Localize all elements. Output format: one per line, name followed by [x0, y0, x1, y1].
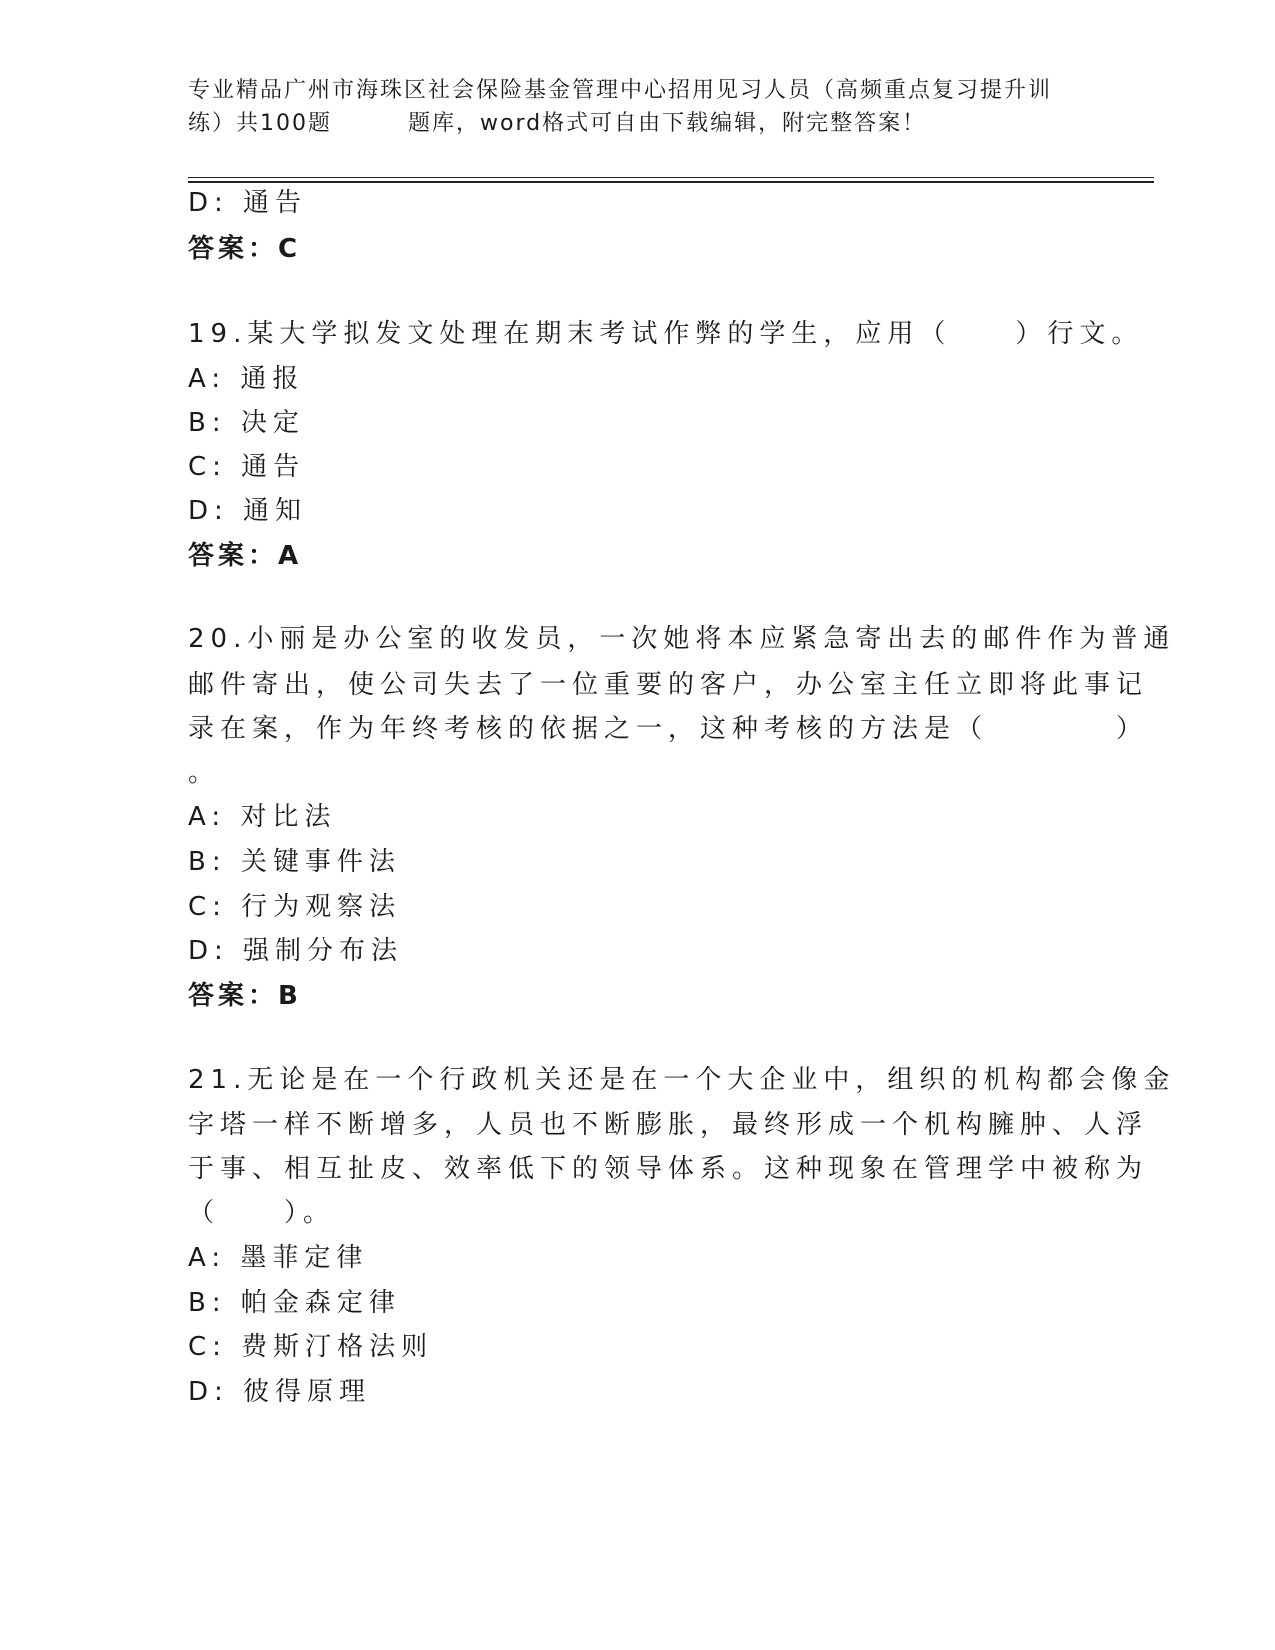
q19-answer: 答案：A: [188, 541, 303, 571]
q20-option-c: C: 行为观察法: [188, 892, 402, 922]
header-line-2-part-1: 练）共100题: [188, 111, 332, 136]
q20-answer: 答案：B: [188, 981, 302, 1011]
q20-text-line-2: 邮件寄出，使公司失去了一位重要的客户，办公室主任立即将此事记: [188, 670, 1149, 700]
header-line-2-part-2: 题库，word格式可自由下载编辑，附完整答案！: [408, 111, 927, 136]
q20-text-line-3: 录在案，作为年终考核的依据之一，这种考核的方法是（ ）: [188, 714, 1149, 744]
q21-text-line-3: 于事、相互扯皮、效率低下的领导体系。这种现象在管理学中被称为: [188, 1154, 1149, 1184]
q21-option-c: C: 费斯汀格法则: [188, 1332, 434, 1362]
header-line-1: 专业精品广州市海珠区社会保险基金管理中心招用见习人员（高频重点复习提升训: [188, 78, 1053, 103]
q19-option-b: B: 决定: [188, 408, 305, 438]
q19-option-c: C: 通告: [188, 452, 306, 482]
q20-option-a: A: 对比法: [188, 802, 337, 832]
prev-option-d: D: 通告: [188, 188, 308, 218]
q21-text-line-2: 字塔一样不断增多，人员也不断膨胀，最终形成一个机构臃肿、人浮: [188, 1110, 1149, 1140]
q21-option-b: B: 帕金森定律: [188, 1288, 401, 1318]
q20-option-d: D: 强制分布法: [188, 936, 404, 966]
header-line-2: [188, 107, 1088, 140]
q20-text-line-4: 。: [188, 758, 221, 788]
prev-answer: 答案：C: [188, 234, 302, 264]
page-header: [188, 74, 1088, 140]
q20-text-line-1: 20.小丽是办公室的收发员，一次她将本应紧急寄出去的邮件作为普通: [188, 624, 1176, 654]
q19-option-d: D: 通知: [188, 496, 308, 526]
q21-text-line-1: 21.无论是在一个行政机关还是在一个大企业中，组织的机构都会像金: [188, 1065, 1176, 1095]
header-divider-thin: [188, 177, 1154, 178]
header-divider-thick: [188, 181, 1154, 183]
q21-option-d: D: 彼得原理: [188, 1377, 372, 1407]
q19-text: 19.某大学拟发文处理在期末考试作弊的学生，应用（ ）行文。: [188, 319, 1144, 349]
q20-option-b: B: 关键事件法: [188, 847, 401, 877]
q19-option-a: A: 通报: [188, 364, 305, 394]
q21-option-a: A: 墨菲定律: [188, 1243, 369, 1273]
q21-text-line-4: （ ）。: [188, 1198, 336, 1228]
